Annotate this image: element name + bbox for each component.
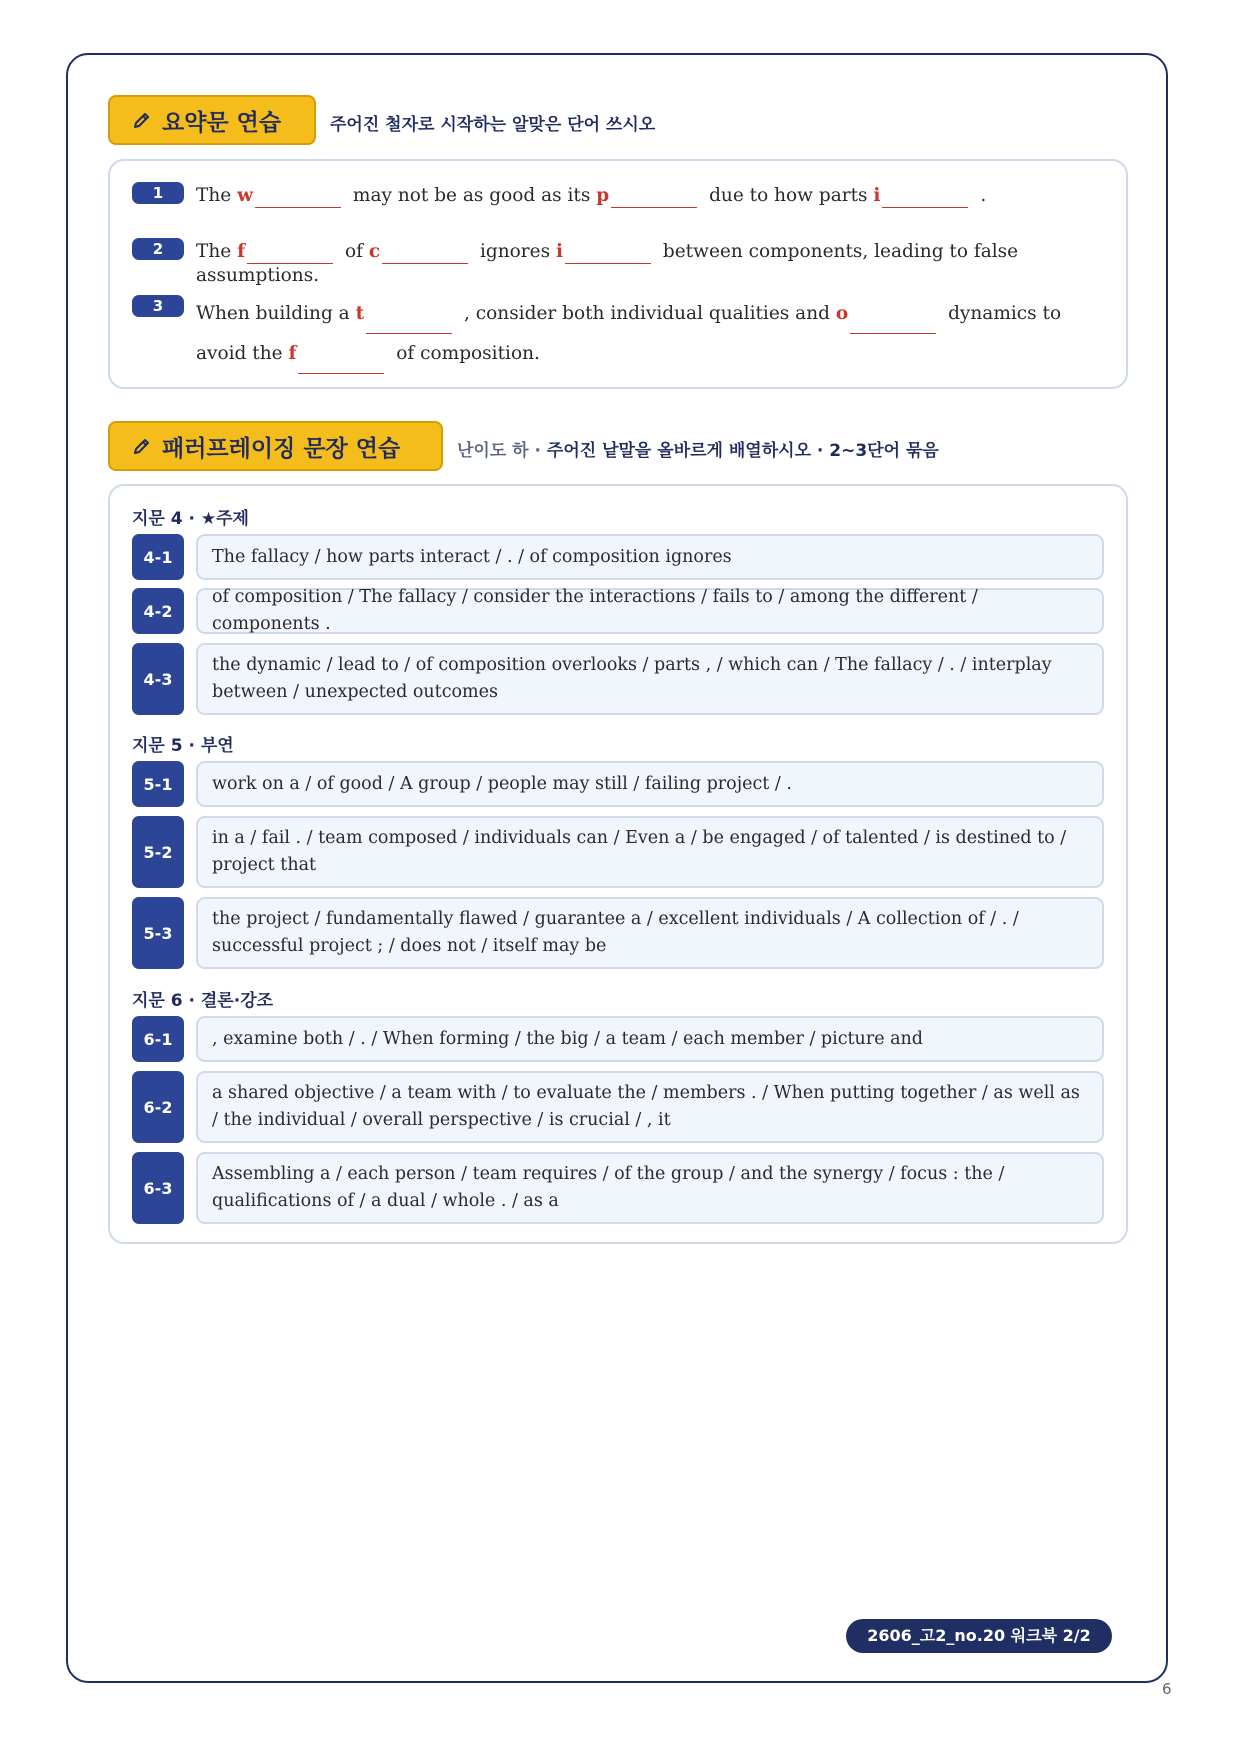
summary-number: 2: [132, 238, 184, 260]
summary-section-title: [108, 95, 316, 145]
list-item: [132, 816, 1104, 888]
list-item: [132, 897, 1104, 969]
pencil-icon: [132, 436, 152, 456]
initial-letter: i: [873, 185, 881, 206]
item-number: 6-2: [132, 1071, 184, 1143]
item-text: of composition / The fallacy / consider the interactions / fails to / among the different / components .: [196, 588, 1104, 634]
paraphrase-instruction-text: 주어진 낱말을 올바르게 배열하시오 · 2~3단어 묶음: [546, 441, 939, 461]
item-number: 5-1: [132, 761, 184, 807]
item-text: , examine both / . / When forming / the big / a team / each member / picture and: [196, 1016, 1104, 1062]
summary-text: of composition.: [396, 343, 540, 364]
footer-label: 2606_고2_no.20 워크북 2/2: [846, 1619, 1112, 1653]
item-number: 6-3: [132, 1152, 184, 1224]
summary-text: , consider both individual qualities and: [464, 303, 836, 324]
item-number: 4-3: [132, 643, 184, 715]
answer-blank[interactable]: [611, 181, 697, 208]
item-text: The fallacy / how parts interact / . / of composition ignores: [196, 534, 1104, 580]
item-text: a shared objective / a team with / to evaluate the / members . / When putting together / as well as / the individual / overall perspective / is crucial / , it: [196, 1071, 1104, 1143]
summary-text: between components, leading to false assumptions.: [196, 241, 1019, 286]
paraphrase-section-title: [108, 421, 443, 471]
group-label: 지문 4 · ★주제: [132, 509, 249, 529]
item-number: 6-1: [132, 1016, 184, 1062]
summary-instruction: 주어진 철자로 시작하는 알맞은 단어 쓰시오: [330, 115, 656, 135]
summary-text: .: [980, 185, 987, 206]
answer-blank[interactable]: [255, 181, 341, 208]
initial-letter: c: [368, 241, 381, 262]
summary-text: ignores: [479, 241, 556, 262]
item-text: work on a / of good / A group / people may still / failing project / .: [196, 761, 1104, 807]
item-number: 4-2: [132, 588, 184, 634]
paraphrase-instruction: [457, 436, 939, 461]
answer-blank[interactable]: [382, 237, 468, 264]
summary-title-text: 요약문 연습: [162, 109, 282, 136]
item-number: 5-3: [132, 897, 184, 969]
item-number: 4-1: [132, 534, 184, 580]
initial-letter: o: [835, 303, 849, 324]
summary-panel: [108, 159, 1128, 389]
paraphrase-panel: [108, 484, 1128, 1244]
list-item: [132, 534, 1104, 580]
summary-text: may not be as good as its: [352, 185, 597, 206]
summary-text: due to how parts: [709, 185, 874, 206]
summary-text: The: [196, 241, 238, 262]
initial-letter: f: [237, 241, 246, 262]
item-text: in a / fail . / team composed / individuals can / Even a / be engaged / of talented / is destined to / project that: [196, 816, 1104, 888]
list-item: [132, 1152, 1104, 1224]
summary-text: of: [344, 241, 369, 262]
answer-blank[interactable]: [247, 237, 333, 264]
list-item: [132, 761, 1104, 807]
list-item: [132, 1071, 1104, 1143]
initial-letter: t: [355, 303, 365, 324]
group-label: 지문 5 · 부연: [132, 736, 234, 756]
summary-row-2: [196, 237, 1106, 288]
pencil-icon: [132, 110, 152, 130]
answer-blank[interactable]: [366, 307, 452, 334]
page-number: 6: [1162, 1680, 1172, 1698]
summary-text: When building a: [196, 303, 356, 324]
summary-text: The: [196, 185, 238, 206]
group-label: 지문 6 · 결론·강조: [132, 991, 274, 1011]
initial-letter: w: [237, 185, 254, 206]
summary-row-1: [196, 181, 1106, 208]
initial-letter: p: [596, 185, 610, 206]
initial-letter: f: [288, 343, 297, 364]
paraphrase-title-text: 패러프레이징 문장 연습: [162, 435, 401, 462]
list-item: [132, 1016, 1104, 1062]
initial-letter: i: [555, 241, 563, 262]
item-number: 5-2: [132, 816, 184, 888]
item-text: the dynamic / lead to / of composition overlooks / parts , / which can / The fallacy / . / interplay between / unexpected outcomes: [196, 643, 1104, 715]
answer-blank[interactable]: [850, 307, 936, 334]
answer-blank[interactable]: [565, 237, 651, 264]
list-item: [132, 643, 1104, 715]
summary-number: 3: [132, 295, 184, 317]
item-text: Assembling a / each person / team requires / of the group / and the synergy / focus : the / qualifications of / a dual / whole . / as a: [196, 1152, 1104, 1224]
difficulty-level: 난이도 하 ·: [457, 441, 547, 461]
item-text: the project / fundamentally flawed / guarantee a / excellent individuals / A collection of / . / successful project ; / does not / itself may be: [196, 897, 1104, 969]
summary-row-3: [196, 294, 1106, 374]
summary-text: dynamics to avoid the: [196, 303, 1062, 364]
summary-number: 1: [132, 182, 184, 204]
answer-blank[interactable]: [882, 181, 968, 208]
answer-blank[interactable]: [298, 347, 384, 374]
list-item: [132, 588, 1104, 634]
